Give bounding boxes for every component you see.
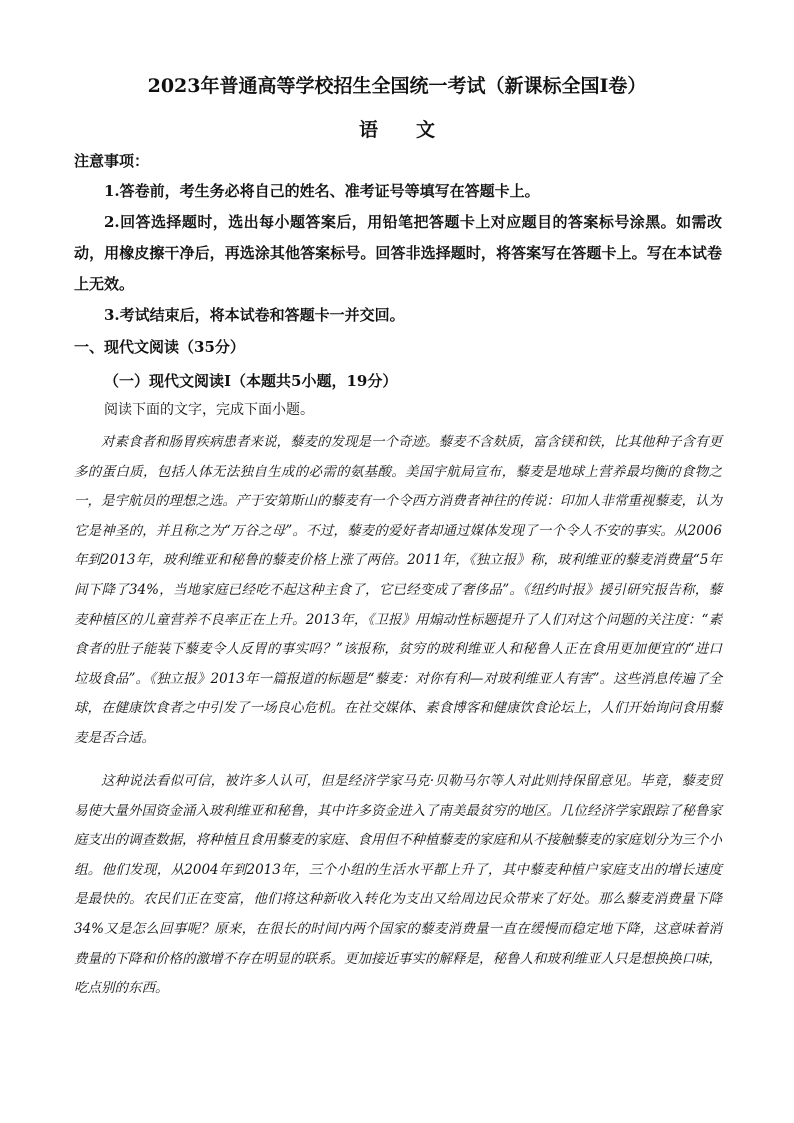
passage-paragraph-2: 这种说法看似可信，被许多人认可，但是经济学家马克·贝勒马尔等人对此则持保留意见。毕竟，藜麦贸易使大量外国资金涌入玻利维亚和秘鲁，其中许多资金进入了南美最贫穷的地区。几位经济学家跟踪了秘鲁家庭支出的调查数据，将种植且食用藜麦的家庭、食用但不种植藜麦的家庭和从不接触藜麦的家庭划分为三个小组。他们发现，从2004年到2013年，三个小组的生活水平都上升了，其中藜麦种植户家庭支出的增长速度是最快的。农民们正在变富，他们将这种新收入转化为支出又给周边民众带来了好处。那么藜麦消费量下降34%又是怎么回事呢？原来，在很长的时间内两个国家的藜麦消费量一直在缓慢而稳定地下降，这意味着消费量的下降和价格的激增不存在明显的联系。更加接近事实的解释是，秘鲁人和玻利维亚人只是想换换口味，吃点别的东西。 xyxy=(74,773,722,997)
reading-instruction: 阅读下面的文字，完成下面小题。 xyxy=(104,402,314,418)
section-title: 一、现代文阅读（35分） xyxy=(74,338,245,356)
notice-item-1: 1.答卷前，考生务必将自己的姓名、准考证号等填写在答题卡上。 xyxy=(104,182,540,200)
subject-title: 语文 xyxy=(358,119,473,141)
subsection-title: （一）现代文阅读Ⅰ（本题共5小题，19分） xyxy=(104,372,398,390)
passage-paragraph-1: 对素食者和肠胃疾病患者来说，藜麦的发现是一个奇迹。藜麦不含麸质，富含镁和铁，比其他种子含有更多的蛋白质，包括人体无法独自生成的必需的氨基酸。美国宇航局宣布，藜麦是地球上营养最均衡的食物之一，是宇航员的理想之选。产于安第斯山的藜麦有一个令西方消费者神往的传说：印加人非常重视藜麦，认为它是神圣的，并且称之为“万谷之母”。不过，藜麦的爱好者却通过媒体发现了一个令人不安的事实。从2006年到2013年，玻利维亚和秘鲁的藜麦价格上涨了两倍。2011年，《独立报》称，玻利维亚的藜麦消费量“5年间下降了34%，当地家庭已经吃不起这种主食了，它已经变成了奢侈品”。《纽约时报》援引研究报告称，藜麦种植区的儿童营养不良率正在上升。2013年，《卫报》用煽动性标题提升了人们对这个问题的关注度：“素食者的肚子能装下藜麦令人反胃的事实吗？”该报称，贫穷的玻利维亚人和秘鲁人正在食用更加便宜的“进口垃圾食品”。《独立报》2013年一篇报道的标题是“藜麦：对你有利—对玻利维亚人有害”。这些消息传遍了全球，在健康饮食者之中引发了一场良心危机。在社交媒体、素食博客和健康饮食论坛上，人们开始询问食用藜麦是否合适。 xyxy=(74,434,722,746)
exam-title: 2023年普通高等学校招生全国统一考试（新课标全国Ⅰ卷） xyxy=(147,75,647,97)
notice-item-2: 2.回答选择题时，选出每小题答案后，用铅笔把答题卡上对应题目的答案标号涂黑。如需改动，用橡皮擦干净后，再选涂其他答案标号。回答非选择题时，将答案写在答题卡上。写在本试卷上无效。 xyxy=(74,213,722,293)
notice-item-3: 3.考试结束后，将本试卷和答题卡一并交回。 xyxy=(104,306,405,324)
notice-heading: 注意事项： xyxy=(74,152,150,170)
